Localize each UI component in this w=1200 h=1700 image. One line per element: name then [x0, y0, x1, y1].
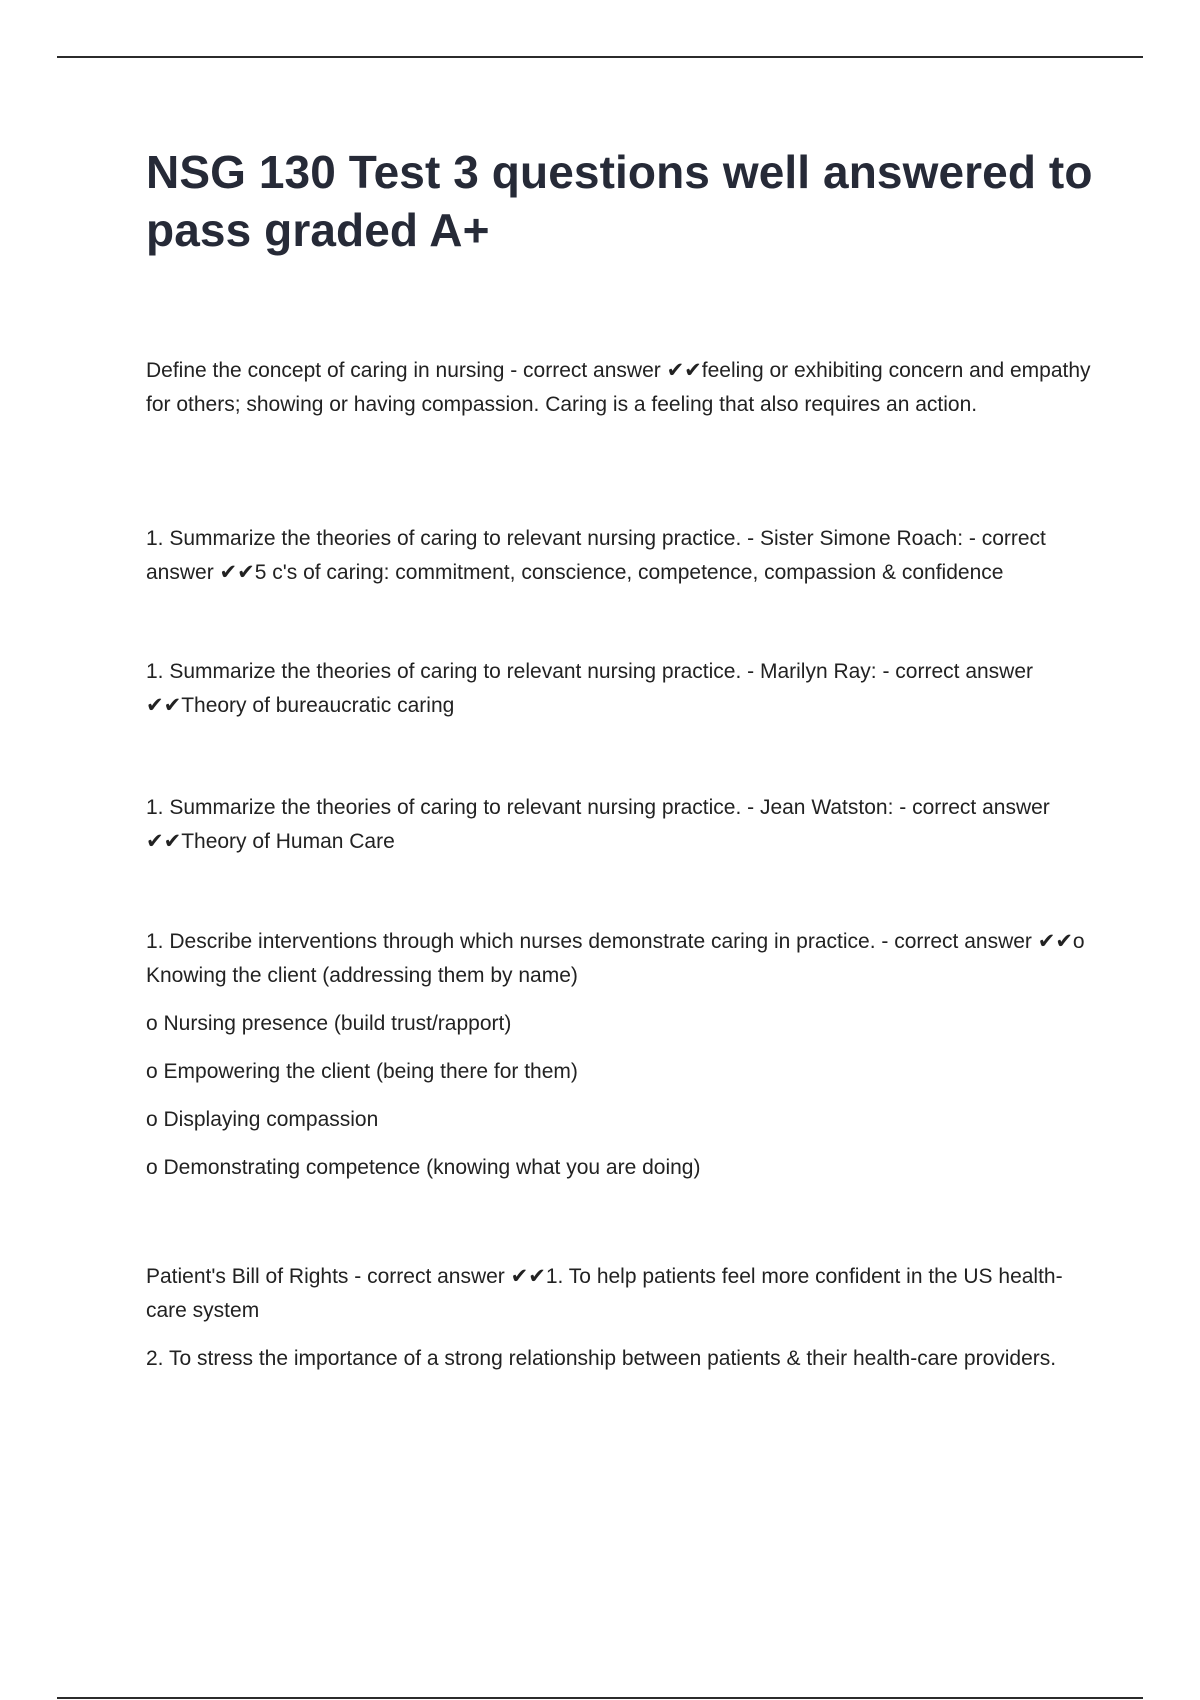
qa-text: 1. Summarize the theories of caring to relevant nursing practice. - Marilyn Ray: - correct answer ✔✔Theory of bureaucratic caring [146, 660, 1034, 717]
qa-entry-roach [146, 522, 1096, 590]
qa-text: Define the concept of caring in nursing - correct answer ✔✔feeling or exhibiting concern and empathy for others; showing or having compassion. Caring is a feeling that also requires an action. [146, 359, 1091, 416]
list-item: o Displaying compassion [146, 1108, 379, 1131]
qa-entry-interventions [146, 925, 1096, 1185]
list-item: o Demonstrating competence (knowing what you are doing) [146, 1156, 701, 1179]
qa-entry-bill-of-rights [146, 1260, 1096, 1376]
qa-entry-watson [146, 791, 1096, 859]
list-item: 2. To stress the importance of a strong relationship between patients & their health-care providers. [146, 1347, 1057, 1370]
bottom-rule [57, 1697, 1143, 1699]
document-title: NSG 130 Test 3 questions well answered to pass graded A+ [146, 146, 1093, 256]
qa-text: 1. Summarize the theories of caring to relevant nursing practice. - Sister Simone Roach: - correct answer ✔✔5 c's of caring: commitment, conscience, competence, compassion & confidence [146, 527, 1046, 584]
qa-entry-ray [146, 655, 1096, 723]
list-item: o Nursing presence (build trust/rapport) [146, 1012, 512, 1035]
qa-text: Patient's Bill of Rights - correct answer ✔✔1. To help patients feel more confident in the US health-care system [146, 1265, 1063, 1322]
qa-text: 1. Summarize the theories of caring to relevant nursing practice. - Jean Watston: - correct answer ✔✔Theory of Human Care [146, 796, 1050, 853]
document-body [146, 143, 1096, 1370]
qa-text: 1. Describe interventions through which nurses demonstrate caring in practice. - correct answer ✔✔o Knowing the client (addressing them by name) [146, 930, 1085, 987]
top-rule [57, 56, 1143, 58]
list-item: o Empowering the client (being there for them) [146, 1060, 578, 1083]
qa-entry-caring-concept [146, 354, 1096, 422]
